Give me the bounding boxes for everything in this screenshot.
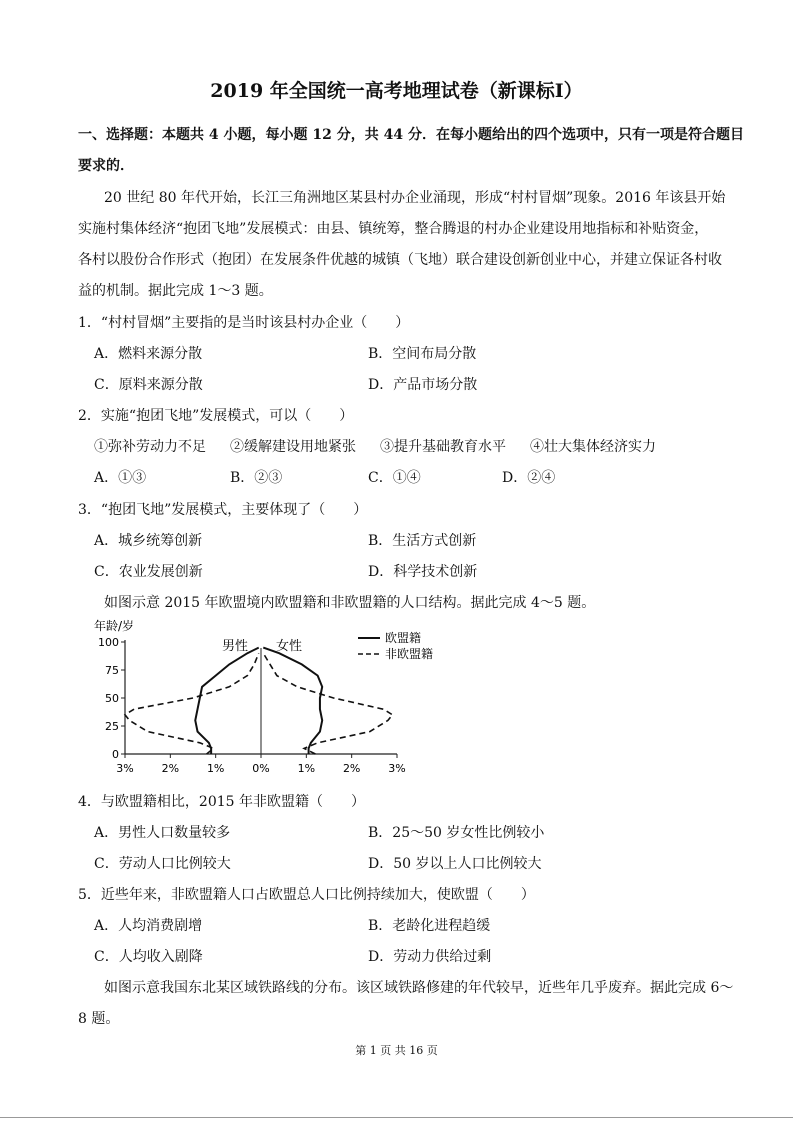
q2-option-a: A．①③ — [94, 470, 147, 486]
q5-option-d: D．劳动力供给过剩 — [368, 949, 492, 965]
x-tick-label: 2% — [342, 762, 361, 775]
x-tick-label: 3% — [388, 762, 406, 775]
q2-statement-3: ③提升基础教育水平 — [380, 439, 506, 455]
q2-statement-4: ④壮大集体经济实力 — [530, 439, 656, 455]
passage-3: 如图示意我国东北某区域铁路线的分布。该区域铁路修建的年代较早，近些年几乎废弃。据此完成 6～ — [104, 980, 734, 996]
x-tick-label: 2% — [161, 762, 180, 775]
female-label: 女性 — [276, 639, 303, 654]
y-tick-label: 25 — [105, 720, 119, 733]
q3-option-d: D．科学技术创新 — [368, 564, 478, 580]
passage-line: 20 世纪 80 年代开始，长江三角洲地区某县村办企业涌现，形成“村村冒烟”现象。2016 年该县开始 — [104, 190, 726, 206]
population-pyramid-chart — [90, 612, 450, 787]
q1-option-b: B．空间布局分散 — [368, 346, 477, 362]
q1-option-a: A．燃料来源分散 — [94, 346, 203, 362]
page-title: 2019 年全国统一高考地理试卷（新课标Ⅰ） — [210, 80, 583, 102]
question-2-stem: 2．实施“抱团飞地”发展模式，可以（ ） — [78, 408, 354, 424]
series-non-eu-male-line — [125, 653, 259, 754]
section-heading-cont: 要求的． — [78, 158, 134, 174]
male-label: 男性 — [222, 639, 249, 654]
bottom-divider — [0, 1117, 793, 1118]
x-tick-label: 3% — [116, 762, 134, 775]
y-tick-label: 100 — [98, 636, 119, 649]
question-1-stem: 1．“村村冒烟”主要指的是当时该县村办企业（ ） — [78, 315, 410, 331]
q5-option-a: A．人均消费剧增 — [94, 918, 203, 934]
q2-option-d: D．②④ — [502, 470, 556, 486]
section-heading: 一、选择题：本题共 4 小题，每小题 12 分，共 44 分．在每小题给出的四个选项中，只有一项是符合题目 — [78, 127, 744, 143]
q2-option-c: C．①④ — [368, 470, 421, 486]
q5-option-b: B．老龄化进程趋缓 — [368, 918, 491, 934]
q2-option-b: B．②③ — [230, 470, 283, 486]
x-tick-label: 1% — [206, 762, 225, 775]
q5-option-c: C．人均收入剧降 — [94, 949, 203, 965]
q1-option-d: D．产品市场分散 — [368, 377, 478, 393]
q3-option-b: B．生活方式创新 — [368, 533, 477, 549]
q4-option-d: D．50 岁以上人口比例较大 — [368, 856, 542, 872]
passage-line: 各村以股份合作形式（抱团）在发展条件优越的城镇（飞地）联合建设创新创业中心，并建立保证各村收 — [78, 252, 722, 268]
legend-label: 欧盟籍 — [385, 631, 422, 645]
y-tick-label: 75 — [105, 664, 119, 677]
series-eu-male-line — [195, 648, 258, 754]
q4-option-c: C．劳动人口比例较大 — [94, 856, 231, 872]
passage-line: 益的机制。据此完成 1～3 题。 — [78, 283, 273, 299]
q4-option-a: A．男性人口数量较多 — [94, 825, 231, 841]
question-5-stem: 5．近些年来，非欧盟籍人口占欧盟总人口比例持续加大，使欧盟（ ） — [78, 887, 535, 903]
q3-option-a: A．城乡统筹创新 — [94, 533, 203, 549]
y-tick-label: 0 — [112, 748, 119, 761]
passage-line: 实施村集体经济“抱团飞地”发展模式：由县、镇统筹，整合腾退的村办企业建设用地指标和补贴资金， — [78, 221, 709, 237]
q1-option-c: C．原料来源分散 — [94, 377, 203, 393]
q4-option-b: B．25～50 岁女性比例较小 — [368, 825, 545, 841]
question-3-stem: 3．“抱团飞地”发展模式，主要体现了（ ） — [78, 502, 368, 518]
page-footer: 第 1 页 共 16 页 — [355, 1044, 438, 1057]
x-tick-label: 1% — [297, 762, 316, 775]
x-tick-label: 0% — [252, 762, 270, 775]
q2-statement-2: ②缓解建设用地紧张 — [230, 439, 356, 455]
y-axis-label: 年龄/岁 — [94, 619, 135, 633]
question-4-stem: 4．与欧盟籍相比，2015 年非欧盟籍（ ） — [78, 794, 365, 810]
series-non-eu-female-line — [263, 653, 392, 754]
series-eu-female-line — [263, 648, 322, 754]
legend-label: 非欧盟籍 — [385, 647, 434, 661]
q2-statement-1: ①弥补劳动力不足 — [94, 439, 206, 455]
passage-2: 如图示意 2015 年欧盟境内欧盟籍和非欧盟籍的人口结构。据此完成 4～5 题。 — [104, 595, 596, 611]
y-tick-label: 50 — [105, 692, 119, 705]
q3-option-c: C．农业发展创新 — [94, 564, 203, 580]
passage-3-cont: 8 题。 — [78, 1011, 120, 1027]
